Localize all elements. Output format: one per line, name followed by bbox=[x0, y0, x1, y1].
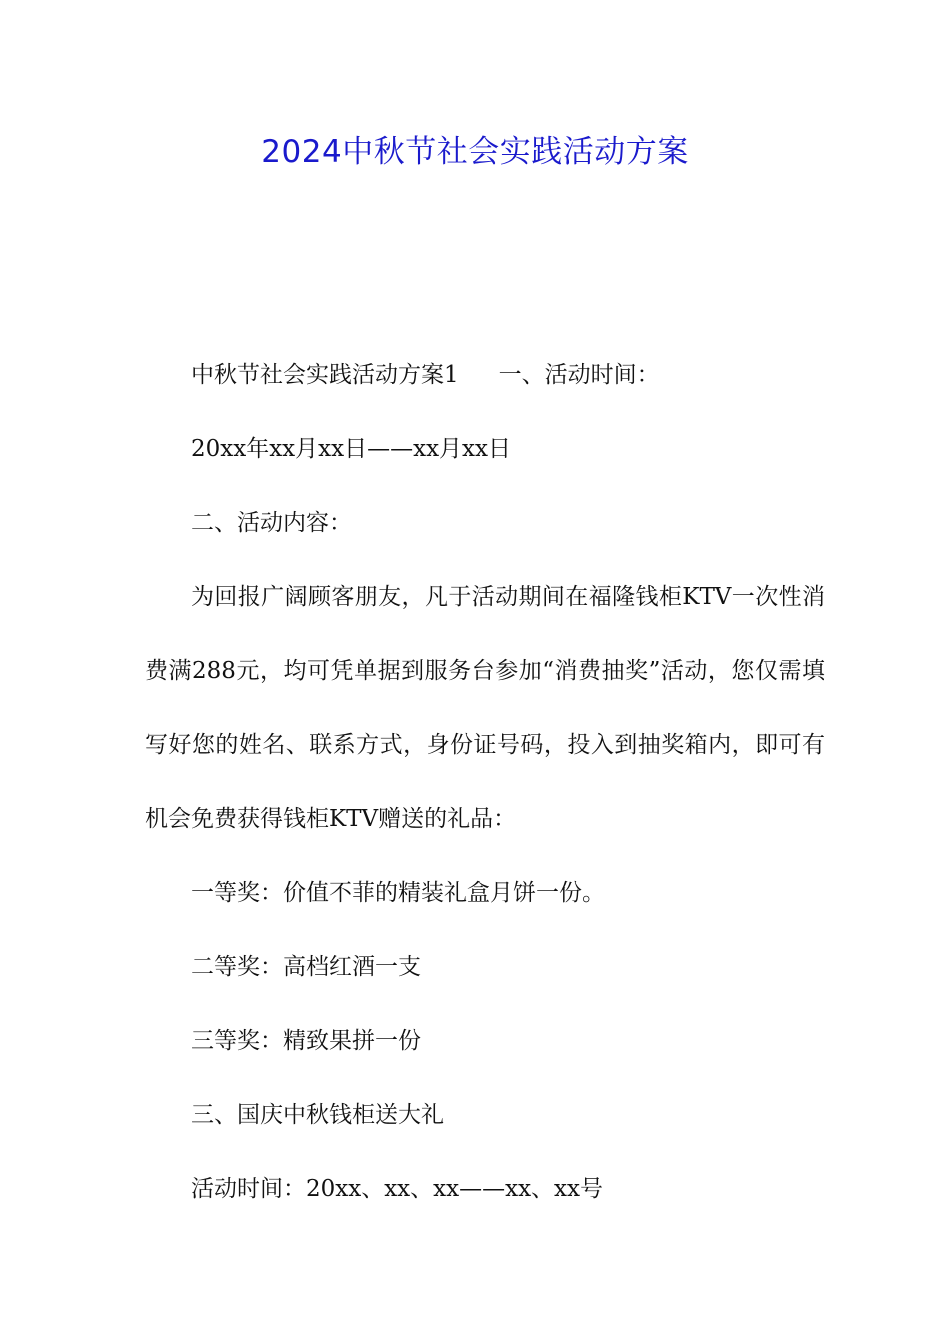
prize-third: 三等奖：精致果拼一份 bbox=[191, 1028, 421, 1054]
prize-second: 二等奖：高档红酒一支 bbox=[191, 954, 421, 980]
plan-heading-text: 中秋节社会实践活动方案1 bbox=[191, 362, 459, 388]
paragraph-plan-heading bbox=[145, 338, 825, 412]
paragraph-activity-date: 20xx年xx月xx日——xx月xx日 bbox=[191, 436, 511, 462]
document-title: 2024中秋节社会实践活动方案 bbox=[261, 134, 689, 170]
prize-first: 一等奖：价值不菲的精装礼盒月饼一份。 bbox=[191, 880, 605, 906]
document-body bbox=[145, 338, 825, 1226]
section-heading-content: 二、活动内容： bbox=[191, 510, 352, 536]
paragraph-activity-description: 为回报广阔顾客朋友，凡于活动期间在福隆钱柜KTV一次性消费满288元，均可凭单据到服务台参加“消费抽奖”活动，您仅需填写好您的姓名、联系方式，身份证号码，投入到抽奖箱内，即可有机会免费获得钱柜KTV赠送的礼品： bbox=[145, 584, 825, 832]
section-heading-time: 一、活动时间： bbox=[498, 362, 660, 388]
section-heading-gift: 三、国庆中秋钱柜送大礼 bbox=[191, 1102, 444, 1128]
paragraph-gift-time: 活动时间：20xx、xx、xx——xx、xx号 bbox=[191, 1176, 603, 1202]
